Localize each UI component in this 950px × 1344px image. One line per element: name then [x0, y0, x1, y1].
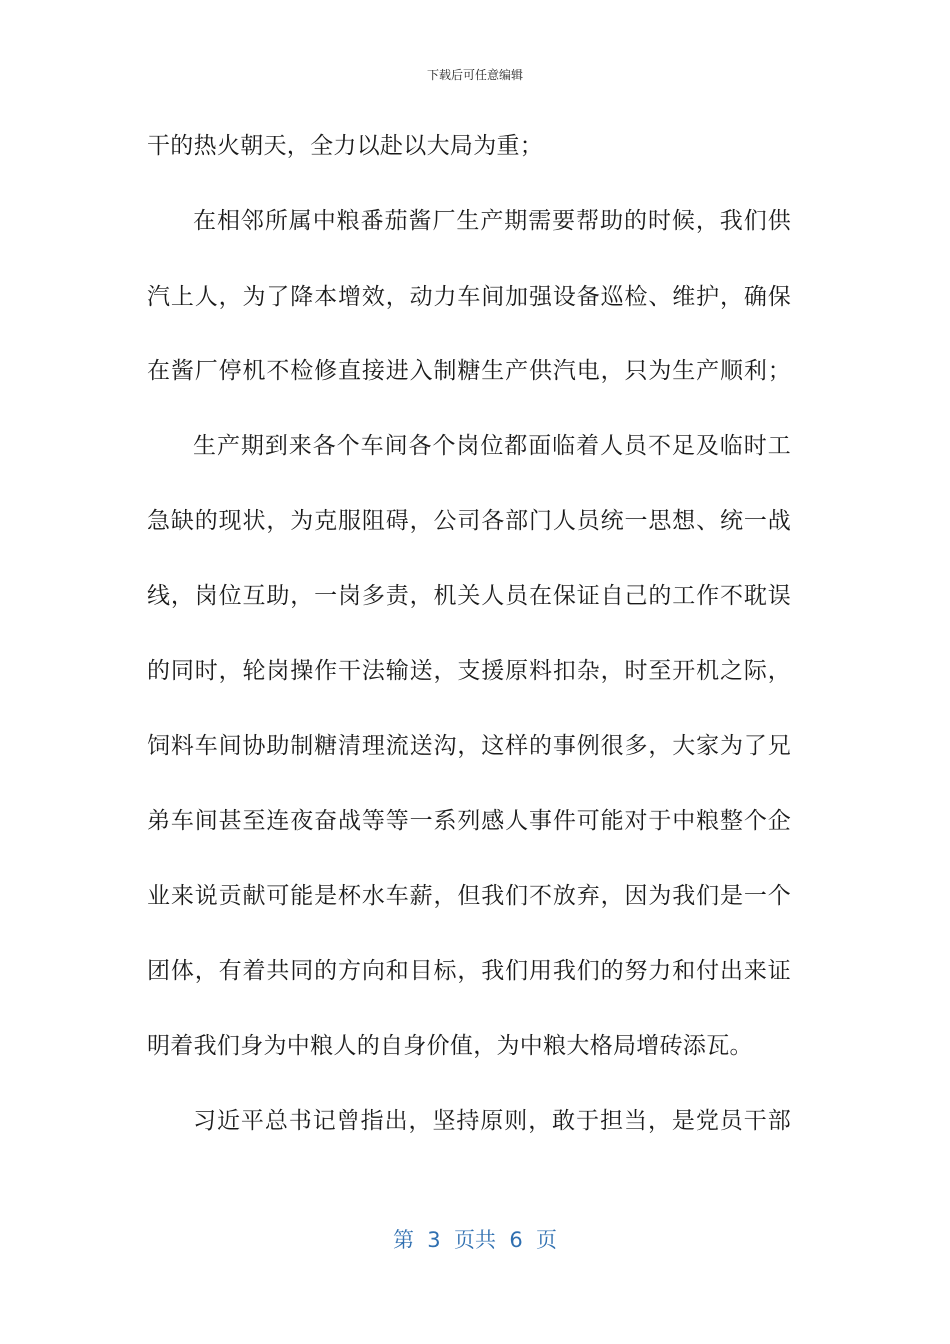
body-line: 急缺的现状，为克服阻碍，公司各部门人员统一思想、统一战: [147, 508, 791, 534]
body-line: 干的热火朝天，全力以赴以大局为重；: [147, 133, 544, 159]
body-line: 线，岗位互助，一岗多责，机关人员在保证自己的工作不耽误: [147, 583, 791, 609]
body-line: 在酱厂停机不检修直接进入制糖生产供汽电，只为生产顺利；: [147, 358, 791, 384]
body-line: 饲料车间协助制糖清理流送沟，这样的事例很多，大家为了兄: [147, 733, 791, 759]
body-line: 的同时，轮岗操作干法输送，支援原料扣杂，时至开机之际，: [147, 658, 791, 684]
body-line: 在相邻所属中粮番茄酱厂生产期需要帮助的时候，我们供: [193, 208, 791, 234]
body-line: 明着我们身为中粮人的自身价值，为中粮大格局增砖添瓦。: [147, 1033, 753, 1059]
page-number-footer: 第 3 页共 6 页: [392, 1228, 558, 1252]
body-line: 团体，有着共同的方向和目标，我们用我们的努力和付出来证: [147, 958, 791, 984]
page-header-note: 下载后可任意编辑: [426, 68, 523, 82]
body-line: 汽上人，为了降本增效，动力车间加强设备巡检、维护，确保: [147, 284, 791, 310]
body-line: 业来说贡献可能是杯水车薪，但我们不放弃，因为我们是一个: [147, 883, 791, 909]
body-line: 弟车间甚至连夜奋战等等一系列感人事件可能对于中粮整个企: [147, 808, 791, 834]
body-line: 生产期到来各个车间各个岗位都面临着人员不足及临时工: [193, 433, 791, 459]
body-line: 习近平总书记曾指出，坚持原则，敢于担当，是党员干部: [193, 1108, 791, 1134]
